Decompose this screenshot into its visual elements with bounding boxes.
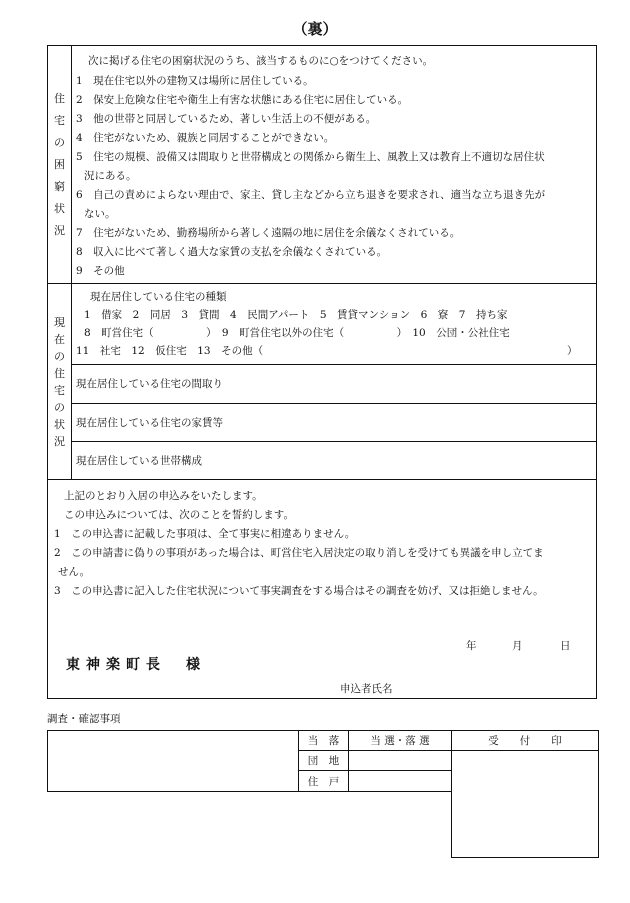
addressee: 東神楽町長 様 — [66, 657, 206, 673]
hardship-item[interactable]: 2 保安上危険な住宅や衛生上有害な状態にある住宅に居住している。 — [76, 94, 409, 106]
hardship-item[interactable]: 4 住宅がないため、親族と同居することができない。 — [76, 132, 335, 144]
pledge-item-3: 3 この申込書に記入した住宅状況について事実調査をする場合はその調査を妨げ、又は拒絶しません。 — [54, 585, 544, 597]
header-result: 当 落 — [298, 730, 349, 751]
housing-hardship-label — [48, 46, 72, 283]
row-danchi-value[interactable] — [348, 750, 452, 771]
current-housing-section — [48, 284, 596, 480]
current-housing-label-char: 在 — [54, 332, 65, 346]
hardship-label-char: 況 — [54, 223, 65, 237]
hardship-item[interactable]: 7 住宅がないため、勤務場所から著しく遠隔の地に居住を余儀なくされている。 — [76, 227, 461, 239]
hardship-item[interactable]: 3 他の世帯と同居しているため、著しい生活上の不便がある。 — [76, 113, 377, 125]
rent-row[interactable] — [72, 403, 596, 441]
row-juko-value[interactable] — [348, 770, 452, 792]
current-housing-label — [48, 284, 72, 479]
hardship-item[interactable]: 況にある。 — [84, 170, 137, 182]
housing-type-other-close: ） — [567, 345, 578, 357]
current-housing-label-char: 現 — [54, 315, 65, 329]
hardship-label-char: 状 — [54, 201, 65, 215]
floor-plan-label: 現在居住している住宅の間取り — [76, 378, 223, 390]
applicant-name-label[interactable]: 申込者氏名 — [340, 683, 393, 695]
row-juko-label: 住 戸 — [298, 770, 349, 792]
pledge-item-1: 1 この申込書に記載した事項は、全て事実に相違ありません。 — [54, 528, 356, 540]
oath-statement: この申込みについては、次のことを誓約します。 — [64, 509, 294, 521]
row-danchi-label: 団 地 — [298, 750, 349, 771]
date-day[interactable]: 日 — [560, 640, 571, 652]
pledge-item-2: 2 この申請書に偽りの事項があった場合は、町営住宅入居決定の取り消しを受けても異議を申し立てま — [54, 547, 544, 559]
pledge-item-2-cont: せん。 — [58, 566, 91, 578]
application-form — [47, 45, 597, 699]
rent-label: 現在居住している住宅の家賃等 — [76, 417, 223, 429]
current-housing-label-char: 状 — [54, 417, 65, 431]
header-receipt: 受 付 印 — [451, 730, 599, 751]
current-housing-label-char: の — [54, 349, 65, 363]
hardship-item[interactable]: 9 その他 — [76, 265, 125, 277]
hardship-item[interactable]: 5 住宅の規模、設備又は間取りと世帯構成との関係から衛生上、風教上又は教育上不適切な居住状 — [76, 151, 545, 163]
hardship-label-char: 窮 — [54, 179, 65, 193]
hardship-item[interactable]: 1 現在住宅以外の建物又は場所に居住している。 — [76, 75, 314, 87]
hardship-item[interactable]: ない。 — [84, 208, 116, 220]
housing-type-line-1: 1 借家 2 同居 3 貸間 4 民間アパート 5 賃貸マンション 6 寮 7 持ち家 — [84, 309, 508, 321]
hardship-label-char: 困 — [54, 157, 65, 171]
housing-type-line-2: 8 町営住宅（ ） 9 町営住宅以外の住宅（ ） 10 公団・公社住宅 — [84, 327, 510, 339]
check-blank-cell[interactable] — [47, 730, 299, 792]
page-title: （裏） — [292, 20, 338, 38]
hardship-item[interactable]: 6 自己の責めによらない理由で、家主、貸し主などから立ち退きを要求され、適当な立ち退き先が — [76, 189, 546, 201]
hardship-label-char: 宅 — [54, 113, 65, 127]
housing-type-line-3: 11 社宅 12 仮住宅 13 その他（ — [76, 345, 264, 357]
current-housing-label-char: の — [54, 400, 65, 414]
current-housing-label-char: 況 — [54, 434, 65, 448]
apply-statement: 上記のとおり入居の申込みをいたします。 — [64, 490, 263, 502]
receipt-stamp-area[interactable] — [451, 750, 599, 858]
hardship-label-char: 住 — [54, 91, 65, 105]
current-housing-label-char: 住 — [54, 366, 65, 380]
housing-hardship-section — [48, 46, 596, 284]
date-year[interactable]: 年 — [466, 640, 477, 652]
check-table — [47, 730, 599, 858]
household-label: 現在居住している世帯構成 — [76, 455, 202, 467]
hardship-item[interactable]: 8 収入に比べて著しく過大な家賃の支払を余儀なくされている。 — [76, 246, 388, 258]
housing-type-heading: 現在居住している住宅の種類 — [90, 291, 227, 303]
date-month[interactable]: 月 — [512, 640, 523, 652]
current-housing-label-char: 宅 — [54, 383, 65, 397]
household-row[interactable] — [72, 441, 596, 480]
check-items-title: 調査・確認事項 — [47, 713, 121, 725]
header-select: 当 選・落 選 — [348, 730, 452, 751]
hardship-intro: 次に掲げる住宅の困窮状況のうち、該当するものに○をつけてください。 — [88, 55, 434, 67]
hardship-label-char: の — [54, 135, 65, 149]
pledge-section — [48, 480, 596, 698]
floor-plan-row[interactable] — [72, 364, 596, 403]
